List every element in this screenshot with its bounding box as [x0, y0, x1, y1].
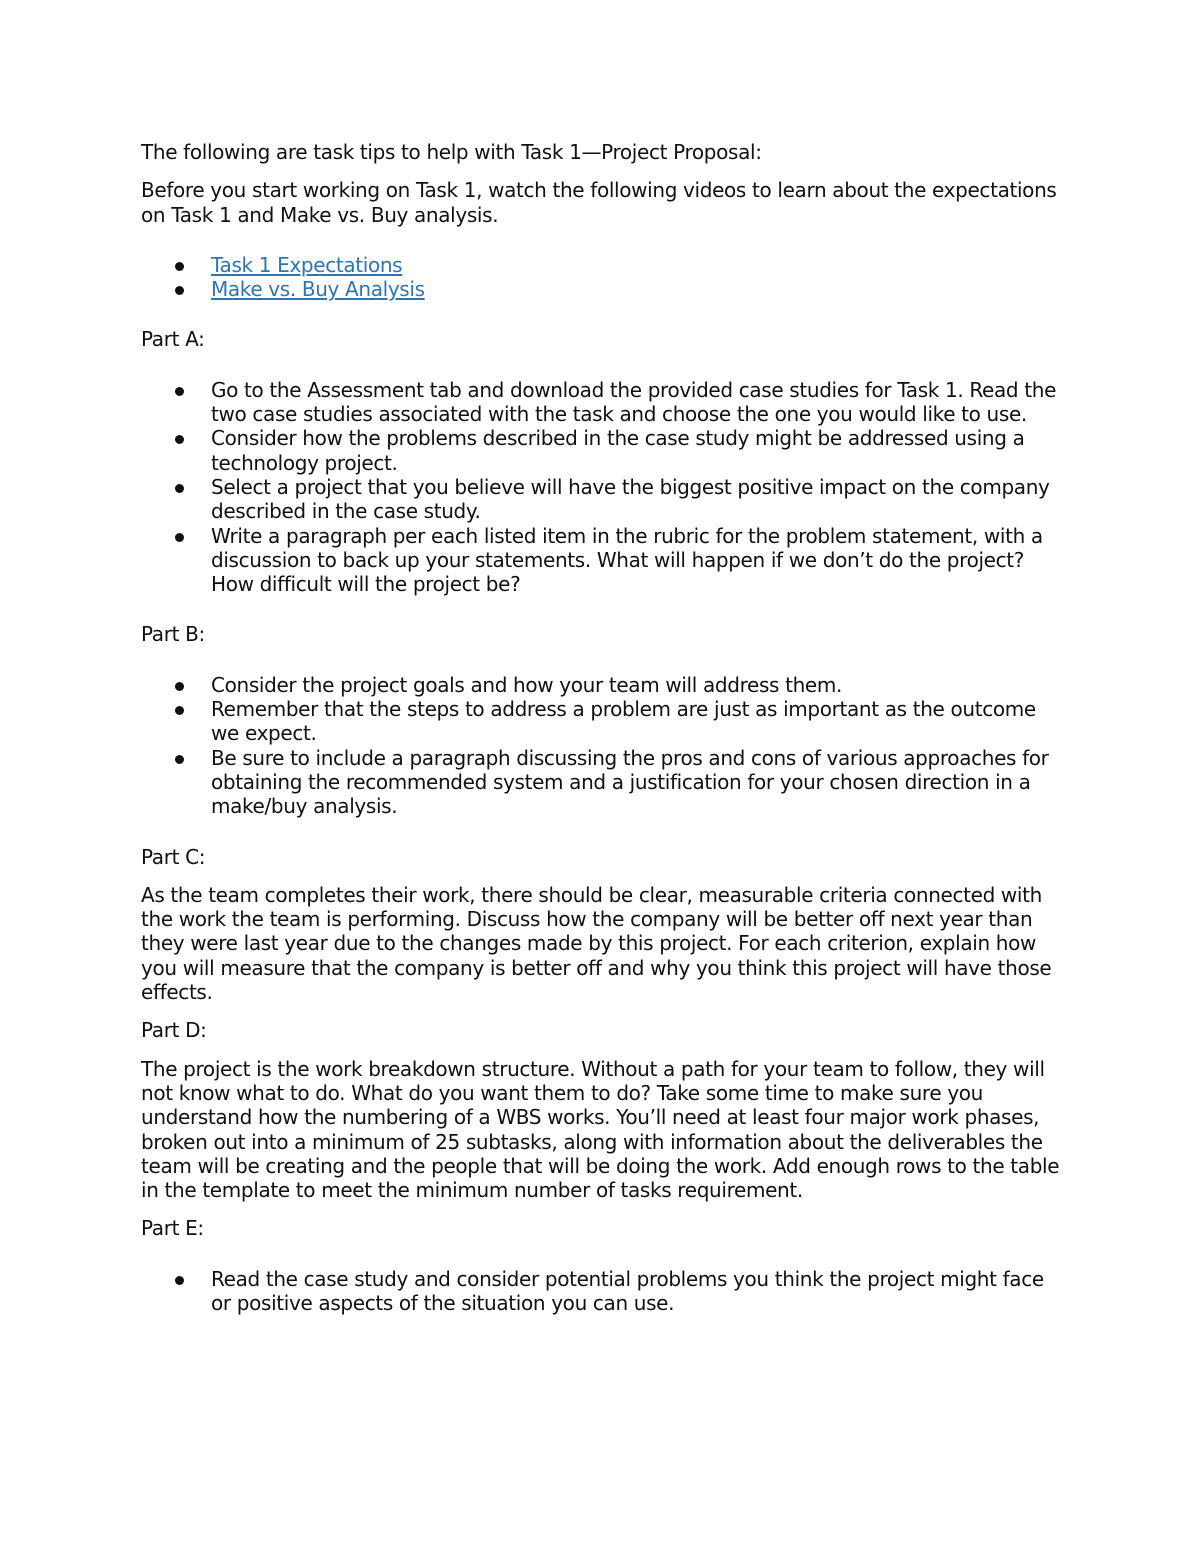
part-c-heading: Part C: — [141, 844, 206, 869]
video-links-list — [141, 253, 1060, 302]
list-item — [141, 426, 1060, 475]
bullet-icon — [175, 484, 184, 493]
list-item — [141, 253, 1060, 277]
task-1-expectations-link[interactable]: Task 1 Expectations — [211, 252, 403, 277]
list-item — [141, 746, 1060, 819]
part-a-heading: Part A: — [141, 327, 205, 352]
intro-line: The following are task tips to help with Task 1—Project Proposal: — [141, 140, 762, 164]
bullet-icon — [175, 435, 184, 444]
part-e-list — [141, 1267, 1060, 1316]
list-item-text: Remember that the steps to address a problem are just as important as the outcome we expect. — [211, 697, 1036, 746]
list-item-text: Select a project that you believe will have the biggest positive impact on the company described in the case study. — [211, 474, 1050, 524]
list-item — [141, 524, 1060, 597]
list-item — [141, 378, 1060, 427]
intro-paragraph: Before you start working on Task 1, watch the following videos to learn about the expectations on Task 1 and Make vs. Buy analysis. — [141, 178, 1057, 227]
list-item-text: Consider the project goals and how your team will address them. — [211, 672, 843, 697]
part-c-body: As the team completes their work, there should be clear, measurable criteria connected with the work the team is performing. Discuss how the company will be better off next year than they were last year due to the changes made by this project. For each criterion, explain how you will measure that the company is better off and why you think this project will have those effects. — [141, 882, 1052, 1005]
list-item — [141, 673, 1060, 697]
part-a-list — [141, 378, 1060, 597]
list-item — [141, 277, 1060, 301]
part-d-heading: Part D: — [141, 1018, 207, 1043]
part-b-heading: Part B: — [141, 622, 205, 647]
bullet-icon — [175, 706, 184, 715]
list-item — [141, 1267, 1060, 1316]
list-item — [141, 697, 1060, 746]
list-item-text: Consider how the problems described in the case study might be addressed using a technology project. — [211, 426, 1025, 475]
list-item-text: Be sure to include a paragraph discussing the pros and cons of various approaches for obtaining the recommended system and a justification for your chosen direction in a make/buy analysis. — [211, 745, 1049, 819]
part-d-body: The project is the work breakdown structure. Without a path for your team to follow, they will not know what to do. What do you want them to do? Take some time to make sure you understand how the numbering of a WBS works. You’ll need at least four major work phases, broken out into a minimum of 25 subtasks, along with information about the deliverables the team will be creating and the people that will be doing the work. Add enough rows to the table in the template to meet the minimum number of tasks requirement. — [141, 1056, 1060, 1203]
bullet-icon — [175, 682, 184, 691]
part-b-list — [141, 673, 1060, 819]
bullet-icon — [175, 533, 184, 542]
bullet-icon — [175, 1276, 184, 1285]
make-vs-buy-analysis-link[interactable]: Make vs. Buy Analysis — [211, 277, 425, 302]
list-item — [141, 475, 1060, 524]
part-e-heading: Part E: — [141, 1216, 204, 1241]
bullet-icon — [175, 387, 184, 396]
bullet-icon — [175, 286, 184, 295]
list-item-text: Write a paragraph per each listed item in the rubric for the problem statement, with a discussion to back up your statements. What will happen if we don’t do the project? How difficult will the project be? — [211, 523, 1043, 597]
bullet-icon — [175, 755, 184, 764]
bullet-icon — [175, 262, 184, 271]
list-item-text: Read the case study and consider potential problems you think the project might face or positive aspects of the situation you can use. — [211, 1266, 1044, 1315]
list-item-text: Go to the Assessment tab and download the provided case studies for Task 1. Read the two case studies associated with the task and choose the one you would like to use. — [211, 377, 1057, 427]
